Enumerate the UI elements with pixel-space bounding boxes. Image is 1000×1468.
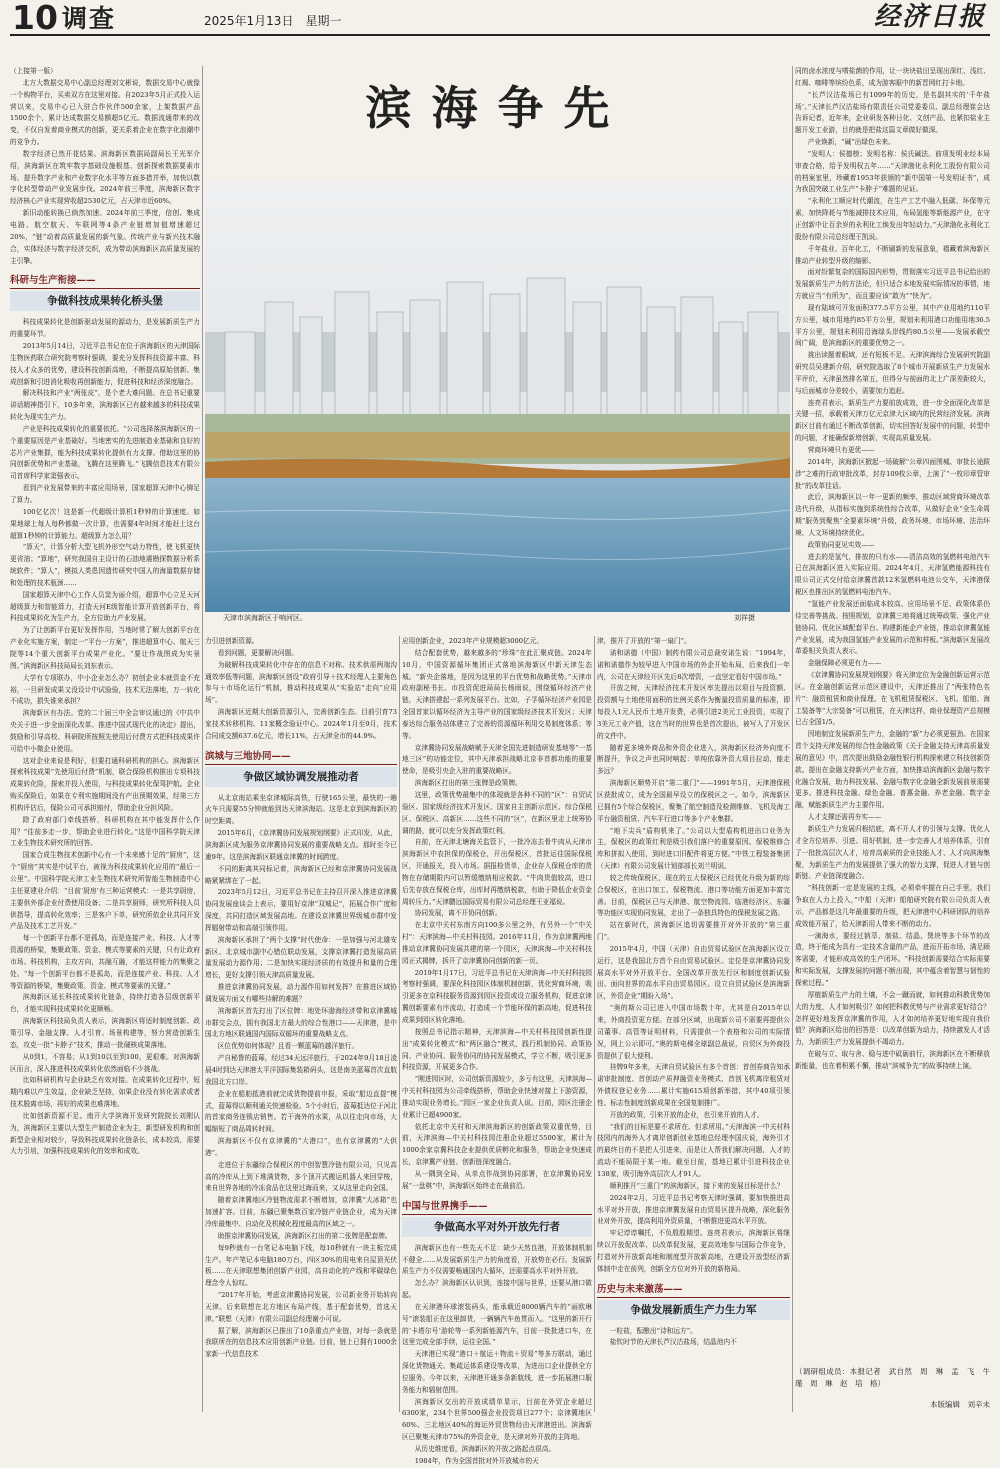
paragraph: 诺和诺德（中国）制药有限公司总裁安诺生说：“1994年，诺和诺德作为较早进入中国市场的外企开始布局，后来我们一年内，公司在天津经开区先后8次增资，一直坚定看好中国市场。” (597, 648, 790, 681)
page-header (10, 0, 990, 36)
paragraph: 面对纷繁复杂的国际国内形势，贯彻落实习近平总书记给出的发展新质生产力的方法论，但只适合本地发展实际情况的事情，地方就应当“有所为”，而且要应该“敢为”“快为”。 (795, 268, 990, 301)
paragraph: “氢能产业发展还面临成本较高、应用场景不足、政策体系仍待完善等挑战。按照规划，京津冀三地将通过统筹政策、强化产业链协同、优化区域配套平台、构建新能企产业链，推动京津冀氢能产业发展，成为我国氢能产业发展的示范和样板。”滨海新区发展改革委相关负责人表示。 (795, 599, 990, 656)
paragraph: 因地制宜发展新质生产力，金融的“新”力必须更强劲。在国家首个支持天津发展的综合性金融政策《关于金融支持天津高质量发展的意见》中，首次提出鼓励金融性银行机构探索建立科技创新贷款。提出在金融支持新兴产业方面，加快推动滨海新区金融与数字化融合发展，助力科技发展、金融与数字化金融全新发展前景需要更多。推进科技金融、绿色金融、普惠金融、养老金融、数字金融，赋能新质生产力主要作用。 (795, 730, 990, 810)
paragraph: 现有陆域可开发面积377.5平方公里，其中产业用地约110平方公里，城市用地约85平方公里，规划未利用港口功能用地36.5平方公里，规划未利用沿海绿头岸线约80.5公里——发展承载空间广阔，是滨海新区的重要优势之一。 (795, 303, 990, 348)
article-column-1 (10, 66, 200, 1412)
paragraph: 2013年5月14日，习近平总书记在位于滨海新区的天津国际生物医药联合研究院考察时强调，要充分发挥科技资源丰富、科技人才众多的优势，建设科技创新高地，不断提高原始创新、集成创新和引进消化吸收再创新能力，促进科技和经济深度融合。 (10, 342, 200, 386)
paragraph: 2023年5月12日，习近平总书记在主持召开深入推进京津冀协同发展座谈会上表示，要用好京津“双城记”，拓展合作广度和深度，共同打造区域发展高地。在建设京津冀世界级城市群中发挥辐射带动和高端引领作用。 (205, 888, 397, 932)
paragraph: 自前，在天津北塘海关监管下，一批冷冻去骨牛肉从天津市滨海新区中农担保的保税仓，开出保税区，首批运往国际保税区，开通报关，投入市场。据报检货单，企业存入保税仓库的货物在存储期限内可以暂缓缴纳相应税款。“牛肉货值较高，进口后先存放在保税仓库，出库时再缴纳税款，有助于降低企业资金周转压力。”天津鹏远国际贸易有限公司总经理王亚福说。 (402, 838, 592, 906)
column-divider (202, 66, 203, 1412)
paragraph: 产业是科技成果转化的重要依托。“公司选择落滨海新区的一个重要原因是产业基础好。当地密实的先进制造业基础和良好的芯片产业集群，能为科技成果转化提供有力支撑。借助这里的协同创新优势和产业基础，飞腾在这里腾飞。”飞腾信息技术有限公司首席科学家窦强表示。 (10, 424, 201, 481)
paragraph: 新质生产力发展归根结底，离不开人才的引领与支撑。优化人才全方位培养、引进、用好机制，进一步完善人才培养体系，引育了一批批高层次人才，培育高素质的企业技能人才、人才向滨海集聚，为新质生产力的发展提供了强大的智力支撑，促进人才链与创新链、产业链深度融合。 (795, 825, 990, 881)
paragraph: 怎么办？滨海新区认识到，连接中国与世界，还要从港口做起。 (402, 1279, 592, 1300)
paragraph: 北方大数据交易中心副总经理刘文彬说，数据交易中心就像一个购物平台，买卖双方在这里对接。自2023年5月正式投入运营以来，交易中心已入驻合作伙伴500余家，上架数据产品1500余个，累计达成数据交易额超5亿元。数据流通带来的改变，不仅自发着商业模式的创新，更关系着企业在数字化浪潮中的竞争力。 (10, 78, 200, 147)
paragraph: 同的卤水浓度与嗜盐菌的作用，让一块块盐田呈现出深红、浅红、红褐、咖啡等缤纷色系，成为游客眼中的新晋网红打卡地。 (795, 67, 990, 87)
paragraph: 看到产业发展带来的丰富应用场景，国家超算天津中心铆足了算力。 (10, 484, 200, 504)
paragraph: 科技成果转化是创新驱动发展的源动力，是发展新质生产力的重要环节。 (10, 318, 200, 339)
paragraph: 按照总书记指示精神，天津滨海—中关村科技园创新性提出“成果转化模式”和“两区融合”模式，践行机制协同、政策协同、产业协同、服务协同的协同发展模式，学立不断，吸引更多科技资源，开展更多合作。 (402, 1027, 592, 1072)
subhead-block (205, 750, 397, 787)
paragraph: 每一个创新平台都不是孤岛，而是连接产业、科技、人才等资源的桥梁，集聚政策、资金、模式等要素的关键，只有让政府市场、科技机构，主攻方向，共融互融，才能这样能力的集聚之处。“每一个创新平台都不是孤岛，而是连接产业、科技、人才等资源的桥梁，集聚政策、资金、模式等要素的关键。” (10, 934, 200, 990)
paragraph: 在破与立、取与舍、稳与进中砥砺前行，滨海新区在不断释放新能量，也在着积累不懈，推动“滨城争先”的故事持续上演。 (795, 1050, 990, 1070)
subhead-title: 争做科技成果转化桥头堡 (10, 291, 200, 311)
paragraph: 滨海新区不仅有京津冀的“大港口”，也有京津冀的“大供港”。 (205, 1137, 397, 1157)
paragraph: 随着京津冀地区冷链物流需求不断增加，京津冀“大冰箱”也加速扩容。目前，东疆已聚集数百家冷链产业链企业，成为天津冷库最集中、自动化及机械化程度最高的区域之一。 (205, 1196, 397, 1228)
paragraph: 随着更多境外商品和外资企业进入，滨海新区经济外向度不断提升，争议之声也同时响起：单纯依靠外资大项目拉动，能走多远？ (597, 743, 790, 776)
paragraph: 100亿亿次！这是新一代超级计算机1秒钟的计算速度。如果地球上每人每秒都做一次计算，也需要4年时间才能赶上这台超算1秒钟的计算能力。超级算力怎么用？ (10, 507, 200, 540)
paragraph: “我们的目标是要不求所在、但求所用。”天津海滨一中关村科技园内的海外人才离岸创新创业基地总经理李国庆说，海外引才的最终目的不是把人引进来，而是让人帮我们解决问题，人才的流动不能局限于某一地。截至目前，基地已累计引进科技企业138家，吸引海外高层次人才91人。 (597, 1122, 790, 1178)
paragraph: 一粒盐，酝酿出“诗和远方”。 (609, 1326, 697, 1335)
paragraph: 滨海新区延长科技成果转化链条，持续打造各层级创新平台，才能实现科技成果转化更顺畅。 (10, 993, 200, 1014)
subhead-title: 争做区域协调发展推动者 (205, 767, 397, 787)
paragraph: 人才支撑还需再夯实—— (807, 813, 882, 822)
paragraph: 2024年2月，习近平总书记考察天津时强调，要加快推进高水平对外开放，推进京津冀发展自由贸易区提升战略，深化服务业对外开放，提高利用外资质量，不断推进更高水平开放。 (597, 1193, 790, 1226)
paragraph: 滨海新区有办法。党的二十届三中全会审议通过的《中共中央关于进一步全面深化改革、推进中国式现代化的决定》提出，鼓励和引导高校、科研院所按照先使用后付费方式把科技成果许可给中小微企业使用。 (10, 709, 200, 753)
paragraph: 力引进创新资源。 (205, 637, 259, 645)
paragraph: 一滴海水，要经过钠萃、制盐、结晶、煲块等多个环节的改造，终于能成为具有一定技术含量的产品，进而开拓市场，满足顾客需要，才能形成高效的生产闭环。“科技创新需要结合实际需要和实际发展，支撑发展的问题不断出现，其中蕴含着智慧与韧性的探索过程。” (795, 931, 990, 987)
paragraph: 盐钦时节的天津长芦汉沽盐场，结晶池内不 (609, 1338, 737, 1347)
paragraph: 比如创新资源不足。南开大学滨海开发研究院院长刘刚认为，滨海新区主要以大型生产制造企业为主，新型研发机构和创新型企业相对较少，导致科技成果转化链条长，成本较高，需要大力引培，加强科技成果转化的效率和成效。 (10, 1111, 200, 1156)
paragraph: 天津港已实现“港口＋航运＋物流＋贸易”等多方联动，通过深化货物通关、集疏运体系建设等改革，为进出口企业提供全方位服务。今年以来，天津港开通多条新航线，进一步拓展港口服务能力和辐射范围。 (402, 1350, 592, 1394)
section-name: 调查 (62, 4, 117, 33)
paragraph: 数字经济已然开花结果。滨海新区数据局副局长王光军介绍，滨海新区在筑牢数字基础设施根基、创新探索数据要素市场、提升数字产业和产业数字化水平等方面多措并举，加快以数字化转型带动产业发展步伐。2024年前三季度，滨海新区数字经济核心产业实现营收超2530亿元，占天津市近60%。 (10, 149, 200, 206)
masthead-logo: 经济日报 (873, 2, 986, 32)
paragraph: 助推京津冀协同发展，滨海新区打出的第二张牌是配套牌。 (217, 1231, 392, 1240)
paragraph: 走进位于东疆综合保税区的中创智慧冷链有限公司，只见高高的冷库从上到下堆满货物，多个顶开式搬运机器人来回穿梭，来自世界各地的冷冻食品在这里过海而来，又从这里走向全国。 (205, 1160, 397, 1193)
reporter-credits: （调研组成员：本报记者 武自然 周 琳 孟 飞 牛 瑾 周 琳 赵 培 格） (795, 1367, 998, 1388)
photo-illustration (205, 182, 790, 612)
paragraph: 不同的距离其同标记着，滨海新区已经和京津冀协同发展战略紧紧绑在了一起。 (205, 864, 397, 885)
paragraph: 京津冀协同发展战略赋予天津全国先进制造研发基地等“一基地三区”的功能定位，其中天津承担战略北京非首都功能的重要使命，是吸引央企入驻的重要战略区。 (402, 743, 593, 776)
photo-credit: 刘祥摄 (734, 614, 755, 622)
paragraph: 2015年6月，《京津冀协同发展规划纲要》正式印发，从此，滨海新区成为服务京津冀协同发展的重要战略支点。那时至今已逾9年。这是滨海新区联通京津冀的时间跨度。 (205, 829, 397, 861)
paragraph: 结合配套优势，越来越多的“珍珠”在此汇聚成链。2024年10月，中国资源循环集团正式落地滨海新区中新天津生态城。“新央企落地，是因为这里的平台优势和战略优势。”天津市政府副秘书长、市投资促进局局长杨雨说，围绕循环经济产业链，天津搭建起一系列发展平台。比如，子孚循环经济产业园是全国首家以循环经济为主导产业的国家级经济技术开发区；天津泰达综合服务站体建立了完善的资源循环利用交易制度体系；等等。 (402, 648, 592, 740)
paragraph: 看到问题，更要解决问题。 (217, 648, 298, 657)
column-divider (399, 636, 400, 1412)
paragraph: “科技创新一定是发展的主线，必须牵牢握在自己手里。我们争取在人力上投入，”中船（天津）船舶研究院有限公司负责人表示，产品都是这几年最重要的升级，把天津港中心科研团队的培养成效能开展了，给天津新用人带来不断的动力。 (795, 884, 990, 928)
paragraph: 滨海新区也有一些先天不足：缺少天然良港，开放体制机制不健全……从发展新质生产力的角度看，开放势在必行。发展新质生产力不仅需要畅通国内大循环，还需要高水平对外开放。 (402, 1243, 592, 1276)
column-divider (594, 636, 595, 1412)
paragraph: 2014年，滨海新区掀起一场破解“公章四面围城、审批长途跋涉”之难的行政审批改革，封存109枚公章，上演了“一枚印章管审批”的改革佳话。 (795, 457, 990, 490)
paragraph: 产自秘鲁的蓝莓，经过34天远洋旅行，于2024年9月18日凌晨4时到达天津港太平洋国际集装箱码头，这是南美蓝莓首次直航我国北方口岸。 (205, 1054, 397, 1086)
paragraph: 站在新时代，滨海新区追切需要推开对外开放的“第三重门”。 (597, 921, 790, 942)
paragraph: 产业焕新，“碱”出绿色未来。 (807, 138, 895, 147)
paragraph: 挂牌9年多来，天津自贸试验区有多个首创：首创券商告知承诺审批制度、首创动产质押融资业务模式、首创飞机离岸租赁对外债权登记业务……累计实施615项创新举措，其中40项引领性、标志性制度创新成果在全国复制推广。 (597, 1063, 790, 1107)
paragraph: 挑出读题着眼域，还有短板不足。天津滨海综合发展研究院副研究员吴建新介绍，研究院选取了8个城市开展新质生产力发展水平评价，天津虽然排名第五，但得分与前面的北上广深差距较大，与后面城市分差较小，需要加力追赶。 (795, 351, 990, 395)
paragraph: 从北京南站乘坐京津城际高铁，行驶165公里，最快的一趟火车只需要55分钟就能到达天津滨海站。这是北京到滨海新区的时空距离。 (205, 793, 397, 826)
paragraph: 依托北京中关村和天津滨海新区的创新政策双重优势，目前，天津滨海—中关村科技园注册企业超过5500家，累计为1000余家京冀科技企业提供优质孵化和服务，帮助企业快速成长，京津冀产业链、创新链深度融合。 (402, 1122, 592, 1167)
paragraph: 厚植新质生产力的土壤，不会一蹴而就，如何推动科教优势加大的力度，人才如何吸引？如何把科教优势与产业需求更好结合？怎样更好地发挥京津冀的作用，人才如何培养更好地实现自我价值？滨海新区给出的回答是：以改革创新为动力，持续激发人才活力，为新质生产力发展提供不竭动力。 (795, 990, 990, 1047)
paragraph: 较之传统保税区，现在的五大保税区已经优化升级为新的综合保税区，在出口加工、保税物流、港口等功能方面更加丰富完善。目前，保税区已与天津港、航空物流园、临港经济区、东疆等功能区实现协同发展，走出了一条独具特色的保税发展之路。 (597, 873, 790, 918)
paragraph: “永利化工顺应时代潮流，在生产工艺中融入低碳、环保等元素，加快降耗与节能减排技术应用，布局氢能等新能源产业，在守正创新中让百余岁的永利化工焕发出年轻动力。”天津渤化永利化工股份有限公司总经理王凯说。 (795, 197, 990, 241)
paragraph: 连亮君表示，新质生产力要前放成效，进一步全面深化改革是关键一招，承载着天津万亿元京津大区域内的民营经济发展。滨海新区目前有通过不断改革创新，切实回答好发展中的问题，转型中的问题，才能确保新增创新，实现高质量发展。 (795, 398, 990, 443)
paragraph: “奥的斯公司已进入中国市场数十年，尤其是自2015年以来，外商投资更方便。在部分区域，出现新公司不需要再提供公司董事、高管等证明材料，只需提供一个表格和公司的实际情况，网上公示即可。”奥的斯电梯全球副总裁说，自贸区为外商投资提供了很大便利。 (597, 1004, 790, 1060)
paragraph: 从0到1，不容易；从1到10以至到100，更艰难。对滨海新区而言，深入推进科技成果转化依然面临不少挑战。 (10, 1052, 200, 1073)
paragraph: 为了让创新平台更好发挥作用，当地时常了解大创新平台在产业化实施方案，制定一“平台一方案”，推进超算中心、航天三院等14个重大创新平台成果产业化。“要让作战图成为实景图。”滨海新区科技局局长刘东表示。 (10, 626, 200, 670)
paragraph: 开放之树，天津经济技术开发区率先提出以项目与投资额、投资额与土地使用面积的比例关系作为衡量投资质量的标准，即每投入1元人民币土地开发费，必须引进2美元工业投资，实现了3美元工业产值，这在当时的世界也是首次提出，被写入了开发区的文件中。 (597, 684, 790, 740)
paragraph: 比如科研机构与企业缺乏有效对接。在成果转化过程中，短期内难以产生效益，企业缺乏坚持，如果企业没有转化需求或者技术脱离市场，再好的成果也难落地。 (10, 1076, 200, 1109)
subhead-label: 历史与未来激荡—— (597, 1283, 790, 1298)
paragraph: 解决科技和产业“两张皮”，是个老大难问题。在总书记重要讲话精神指引下，10多年来，滨海新区已有越来越多的科技成果转化为现实生产力。 (10, 389, 200, 422)
paragraph: 在天津港环球滚装码头，能承载近8000辆汽车的“丽欧琳号”滚装船正在这里卸货，一辆辆汽车鱼贯而入。“这里的新开行的‘卡塔尔号’游轮等一系列新能源汽车，目前一批批进口车，在这里完成全部手续，运往全国。” (402, 1302, 592, 1347)
paragraph: “2017年开始，考虑京津冀协同发展，公司新业务开始转向天津。后来联想在北方地区布局产线，基于配套优势，首选天津。”联想（天津）有限公司副总经理谢小可说。 (205, 1291, 397, 1323)
paragraph: 滨海新区交出的开放成绩单显示，目前在外贸企业超过6300家，234个世界500强企业投资项目277个；京津冀地区60%、三北地区40%的海运外贸货物经由天津港进出。滨海新区已聚集天津市75%的外资企业，是天津对外开放的主阵地。 (402, 1397, 592, 1442)
subhead-block (10, 274, 200, 311)
paragraph: “算天”，计算分析大型飞机外形空气动力特性，使飞机更快更省油；“算地”，研究我国自主设计的石油地震勘探数据分析系统软件；“算人”，模拟人类患因遗传研究中国人的海量数据存储和处理的技术瓶颈…… (10, 543, 200, 587)
subhead-title: 争做高水平对外开放先行者 (402, 1217, 592, 1237)
paragraph: 这里，政策优势最集中的体现就是各种不同的“区”：自贸试验区、国家级经济技术开发区、国家自主创新示范区、综合保税区、保税区、高新区……这些不同的“区”，在新区里走上统筹协调的路，就可以充分发挥政策红利。 (402, 790, 592, 835)
paragraph: 2019年1月17日，习近平总书记在天津滨海—中关村科技园考察时强调，要深化科技园区体制机制创新，优化营商环境，吸引更多在京科技服务资源到园区投资或设立服务机构，促进京津冀创新要素有序流动，打造成一个节能环保的新高地，促进科技成果到园区转化落地。 (402, 968, 592, 1024)
paragraph: 企业在船舶抵港前就完成货物提前申报，采取“船边直提”模式，蓝莓得以顺利通关快速检验。5个小时后，蓝莓抵达位于河北的首家商务连锁店销售。若干海外的水果，从以往走向市场，大幅缩短了商品周转时间。 (205, 1089, 397, 1134)
paragraph: “发明人：侯德榜；发明名称：侯氏碱法。前项发明业经本局审查合格，给予发明权五年……”天津渤化永利化工股份有限公司的档案室里，珍藏着1953年获颁的“新中国第一号发明证书”，成为我国突破工业生产“卡脖子”难题的见证。 (795, 149, 990, 194)
subhead-label: 科研与生产衔接—— (10, 274, 200, 289)
paragraph: 政策协同更见实效—— (807, 540, 875, 549)
paragraph: 开放的政策，引来开放的企业，也引来开放的人才。 (609, 1110, 764, 1119)
paragraph: “长芦汉沽盐场已有1099年的历史，是名副其实的‘千年盐场’。”天津长芦汉沽盐场有限责任公司党委委员、副总经理崔会达告诉记者，近年来，企业研发各种日化、文创产品，也紧扣盐业主题开发工业游，目的就是把盐这篇文章做好做深。 (795, 90, 990, 135)
article-column-2 (205, 636, 397, 1412)
paragraph: 从一隅到全局，从单点作战到协同部署，在京津冀协同发展“一盘棋”中，滨海新区始终走在最前沿。 (402, 1169, 592, 1190)
paragraph: 大学有专项联办，中小企业怎么办？初创企业本就资金不充裕，一旦研发成果又没设计中试验验，技术无法落地，万一转化不成功，损失谁来承担？ (10, 673, 200, 706)
paragraph: 此后，滨海新区以一年一更新的频率，推动区域营商环境改革迭代升级，从指标实施到系统性综合改革，从做好企业“全生命周期”服务到聚焦“全要素环境”升级，政务环境、市场环境、法治环境、人文环境持续优化。 (795, 493, 990, 537)
paragraph: 营商环境只有更优—— (807, 446, 875, 454)
issue-date: 2025年1月13日 星期一 (204, 14, 342, 28)
paragraph: 滨海新区科技局负责人表示，滨海新区将适时制度创新、政策引导、金融支撑、人才引育、场景构建等，努力营造创新生态，攻克一批“卡脖子”技术，推动一批硬核成果落地。 (10, 1017, 200, 1049)
paragraph: 滨海新区承担了“两个支撑”时代使命：一是加强与河北雄安新区、北京城市副中心错位联动发展，支撑京津冀打造发展高质量发展动力源作用；二是加快实现经济质的有效提升和量的合理增长，更好支撑引领天津高质量发展。 (205, 935, 397, 980)
paragraph: 千年盐业、百年化工，不断刷新的发展意象，褶藏着滨海新区推动产业转型升级的缩影。 (795, 244, 990, 265)
paragraph: 这对企业来说是利好，但要打通科研机构的担心。滨海新区探索科技成果“先使用后付费”机制，联合保险机构推出专项科技成果转化险，探索并投入使用，与科技成果转化保驾护航。企业购买保险后，如果在专利实施期间没有产出预期效果，经第三方机构评估后，保险公司可承担赔付，帮助企业分担风险。 (10, 756, 200, 812)
paragraph: 进去的是氢气，排放的只有水——清洁高效的氢燃料电池汽车已在滨海新区进入实际应用。2024年4月，天津氢燃能源科技有限公司正式交付给京津冀首款12米氢燃料电池公交车，天津港保税区也推出区的氢燃料电池汽车。 (795, 552, 990, 597)
paragraph: 金融保障必须更有力—— (807, 659, 882, 668)
paragraph: 协同发展，离不开协同创新。 (414, 909, 502, 918)
paragraph: 滨海新区顺势开启“第二重门”——1991年5月，天津港保税区获批成立，成为全国最早设立的保税区之一。如今，滨海新区已拥有5个综合保税区，聚集了航空制造及检测维修、飞机及海工平台融资租赁、汽车平行进口等多个产业集群。 (597, 779, 790, 823)
paragraph: 在北京中关村东南方向100多公里之外，有另外一个“中关村”：天津滨海—中关村科技园。2016年11月，作为京津冀两地推动京津冀协同发展共建的第一个园区，天津滨海—中关村科技园正式揭牌，拆开了京津冀协同创新的新一页。 (402, 921, 592, 965)
paragraph: 顺利推开“三重门”的滨海新区，接下来的发展目标是什么？ (609, 1181, 784, 1190)
paragraph: 滨海新区打出的第三张牌是政策牌。 (414, 779, 522, 788)
paragraph: 津，推开了开放的“第一扇门”。 (597, 637, 691, 645)
subhead-block (402, 1200, 592, 1237)
paragraph: 国家超算天津中心工作人员窦为丽介绍，超算中心立足天河超级算力和智能算力，打造天河E级智能计算开放创新平台，将科技成果转化为生产力，全方位助力产业发展。 (10, 590, 200, 623)
paragraph: 应用创新企业，2023年产业规模超3000亿元。 (402, 637, 544, 645)
article-column-3 (402, 636, 593, 1465)
paragraph: 牢记谆谆嘱托，不负殷殷期望。连亮君表示，滨海新区将继续以开放促改革、以改革促发展，更高效地参与国际合作竞争，打造对外开放新高地和制度型开放新高地，在建设开放型经济新体制中走在前列，创新全方位对外开放的新格局。 (597, 1229, 790, 1273)
paragraph: 滨海新区首先打出了区位牌：地处环渤海经济带和京津冀城市群交会点，拥有我国北方最大的综合性港口——天津港，是中国北方地区联通国内国际双循环的重要战略支点。 (205, 1006, 397, 1039)
paragraph: “地下尖兵”盾构机来了。”公司以大型盾构机进出口业务为主，保税区的政策红利是吸引我们落户的重要原因。保税维修合库和拼拟入使用，到时进口旧配件将更方便。”中铁工程装备集团（天津）有限公司发展计划部部长刘兰明说。 (597, 826, 790, 871)
paragraph: 新旧动能转换已倘然加速。2024年前三季度，信创、集成电路、航空航天、车联网等4条产业链增加值增速超过20%，“链”动着高质量发展的新气象。传统产业与新兴技术融合，实体经济与数字经济交织，成为带动滨海新区高质量发展的主引擎。 (10, 209, 200, 265)
paragraph: 为破解科技成果转化中存在的信息不对称、技术供需两端沟通效率低等问题，滨海新区创设“政府引导＋技术经理人主要角色参与＋市场化运行”机制，推动科技成果从“实验站”走向“应用场”。 (205, 660, 397, 705)
paragraph: 国家合成生物技术创新中心有一个未来感十足的“厨房”，这个“厨房”其实是中试平台，被视为科技成果转化应用的“最后一公里”。中国科学院天津工业生物技术研究所智能生物制造中心主任夏建业介绍：“目前‘厨房’有三种运营模式：一是共享厨房，主要供外部企业付费使用设备；二是共享厨师，研究所科技人员供指导，提高转化效率；三是客户下单，研究所依企业共同开发产品及技术工艺开发。” (10, 851, 200, 931)
paragraph: 每9秒就有一台笔记本电脑下线，每10秒就有一块主板完成生产。年产笔记本电脑180万台，四区30%的用电来自屋顶光伏板……在天津联想集团创新产业园，高自动化的产线和零碳绿色理念令人惊叹。 (205, 1243, 397, 1288)
article-title: 滨海争先 (365, 81, 630, 135)
paragraph: 推进京津冀协同发展，动力源作用如何发挥？在推进区域协调发展方面又有哪些待解的难题？ (205, 983, 397, 1003)
city-skyline-photo (205, 182, 790, 612)
paragraph: 滨海新区近期大创新资源引入，完善创新生态。目前引育73家技术转移机构、11家概念验证中心。2024年1月至9月，技术合同成交额637.6亿元，增长11%，占天津全市的44.9%。 (205, 708, 397, 740)
paragraph: “刚进园区时，公司创新资源较少，多亏有这里，天津滨海—中关村科技园为公司牵线搭桥，帮助企业快速对接上下游资源，推动实现业务增长。”园区一家企业负责人说。目前，园区注册企业累计已超4900家。 (402, 1075, 593, 1119)
page-editor: 本版编辑 刘辛未 (930, 1400, 990, 1409)
subhead-label: 中国与世界携手—— (402, 1200, 592, 1215)
paragraph: 1984年，作为全国首批对外开放城市的天 (414, 1456, 539, 1465)
paragraph: 据了解，滨海新区已推出了10条重点产业链，对每一条就是我联所在的信息技术应用创新产业链。目前，链上已拥有1000余家新一代信息技术 (205, 1326, 397, 1359)
paragraph: 2015年4月，中国（天津）自由贸易试验区在滨海新区设立运行，这是我国北方首个自由贸易试验区。定位是京津冀协同发展高水平对外开放平台、全国改革开放先行区和制度创新试验田、面向世界的高水平自由贸易园区。设立自贸试验区是滨海新区，外资企业“期盼入场”。 (597, 944, 790, 1001)
page-number: 10 (12, 0, 58, 37)
article-column-5 (795, 66, 990, 1364)
subhead-label: 滨城与三地协同—— (205, 750, 397, 765)
subhead-block (597, 1283, 790, 1320)
column-divider (792, 66, 793, 1412)
article-column-4 (597, 636, 790, 1412)
paragraph: 除了政府部门牵线搭桥，科研机构在其中能发挥什么作用？“往前多走一步，帮助企业进行转化。”这是中国科学院天津工业生物技术研究所的回答。 (10, 815, 200, 848)
subhead-title: 争做发展新质生产力生力军 (597, 1300, 790, 1320)
continued-marker: （上接第一版） (10, 67, 57, 75)
photo-caption-bar (205, 612, 790, 624)
paragraph: 从历史维度看，滨海新区的开放之路起点很高。 (414, 1445, 556, 1453)
paragraph: 《京津冀协同发展规划纲要》将天津定位为金融创新运营示范区。在金融创新运营示范区建设中，天津还推出了“两张特色名片”：融资租赁和商业保理。在飞机租赁保税区、飞机、船舶、海工装备等“大宗装备”可以租赁，在天津这样，商业保理资产总规模已占全国1/5。 (795, 671, 990, 727)
photo-caption: 天津市滨海新区于响河区。 (223, 614, 307, 622)
paragraph: 区位优势如何体现？且看一颗蓝莓的越洋旅行。 (217, 1042, 359, 1051)
